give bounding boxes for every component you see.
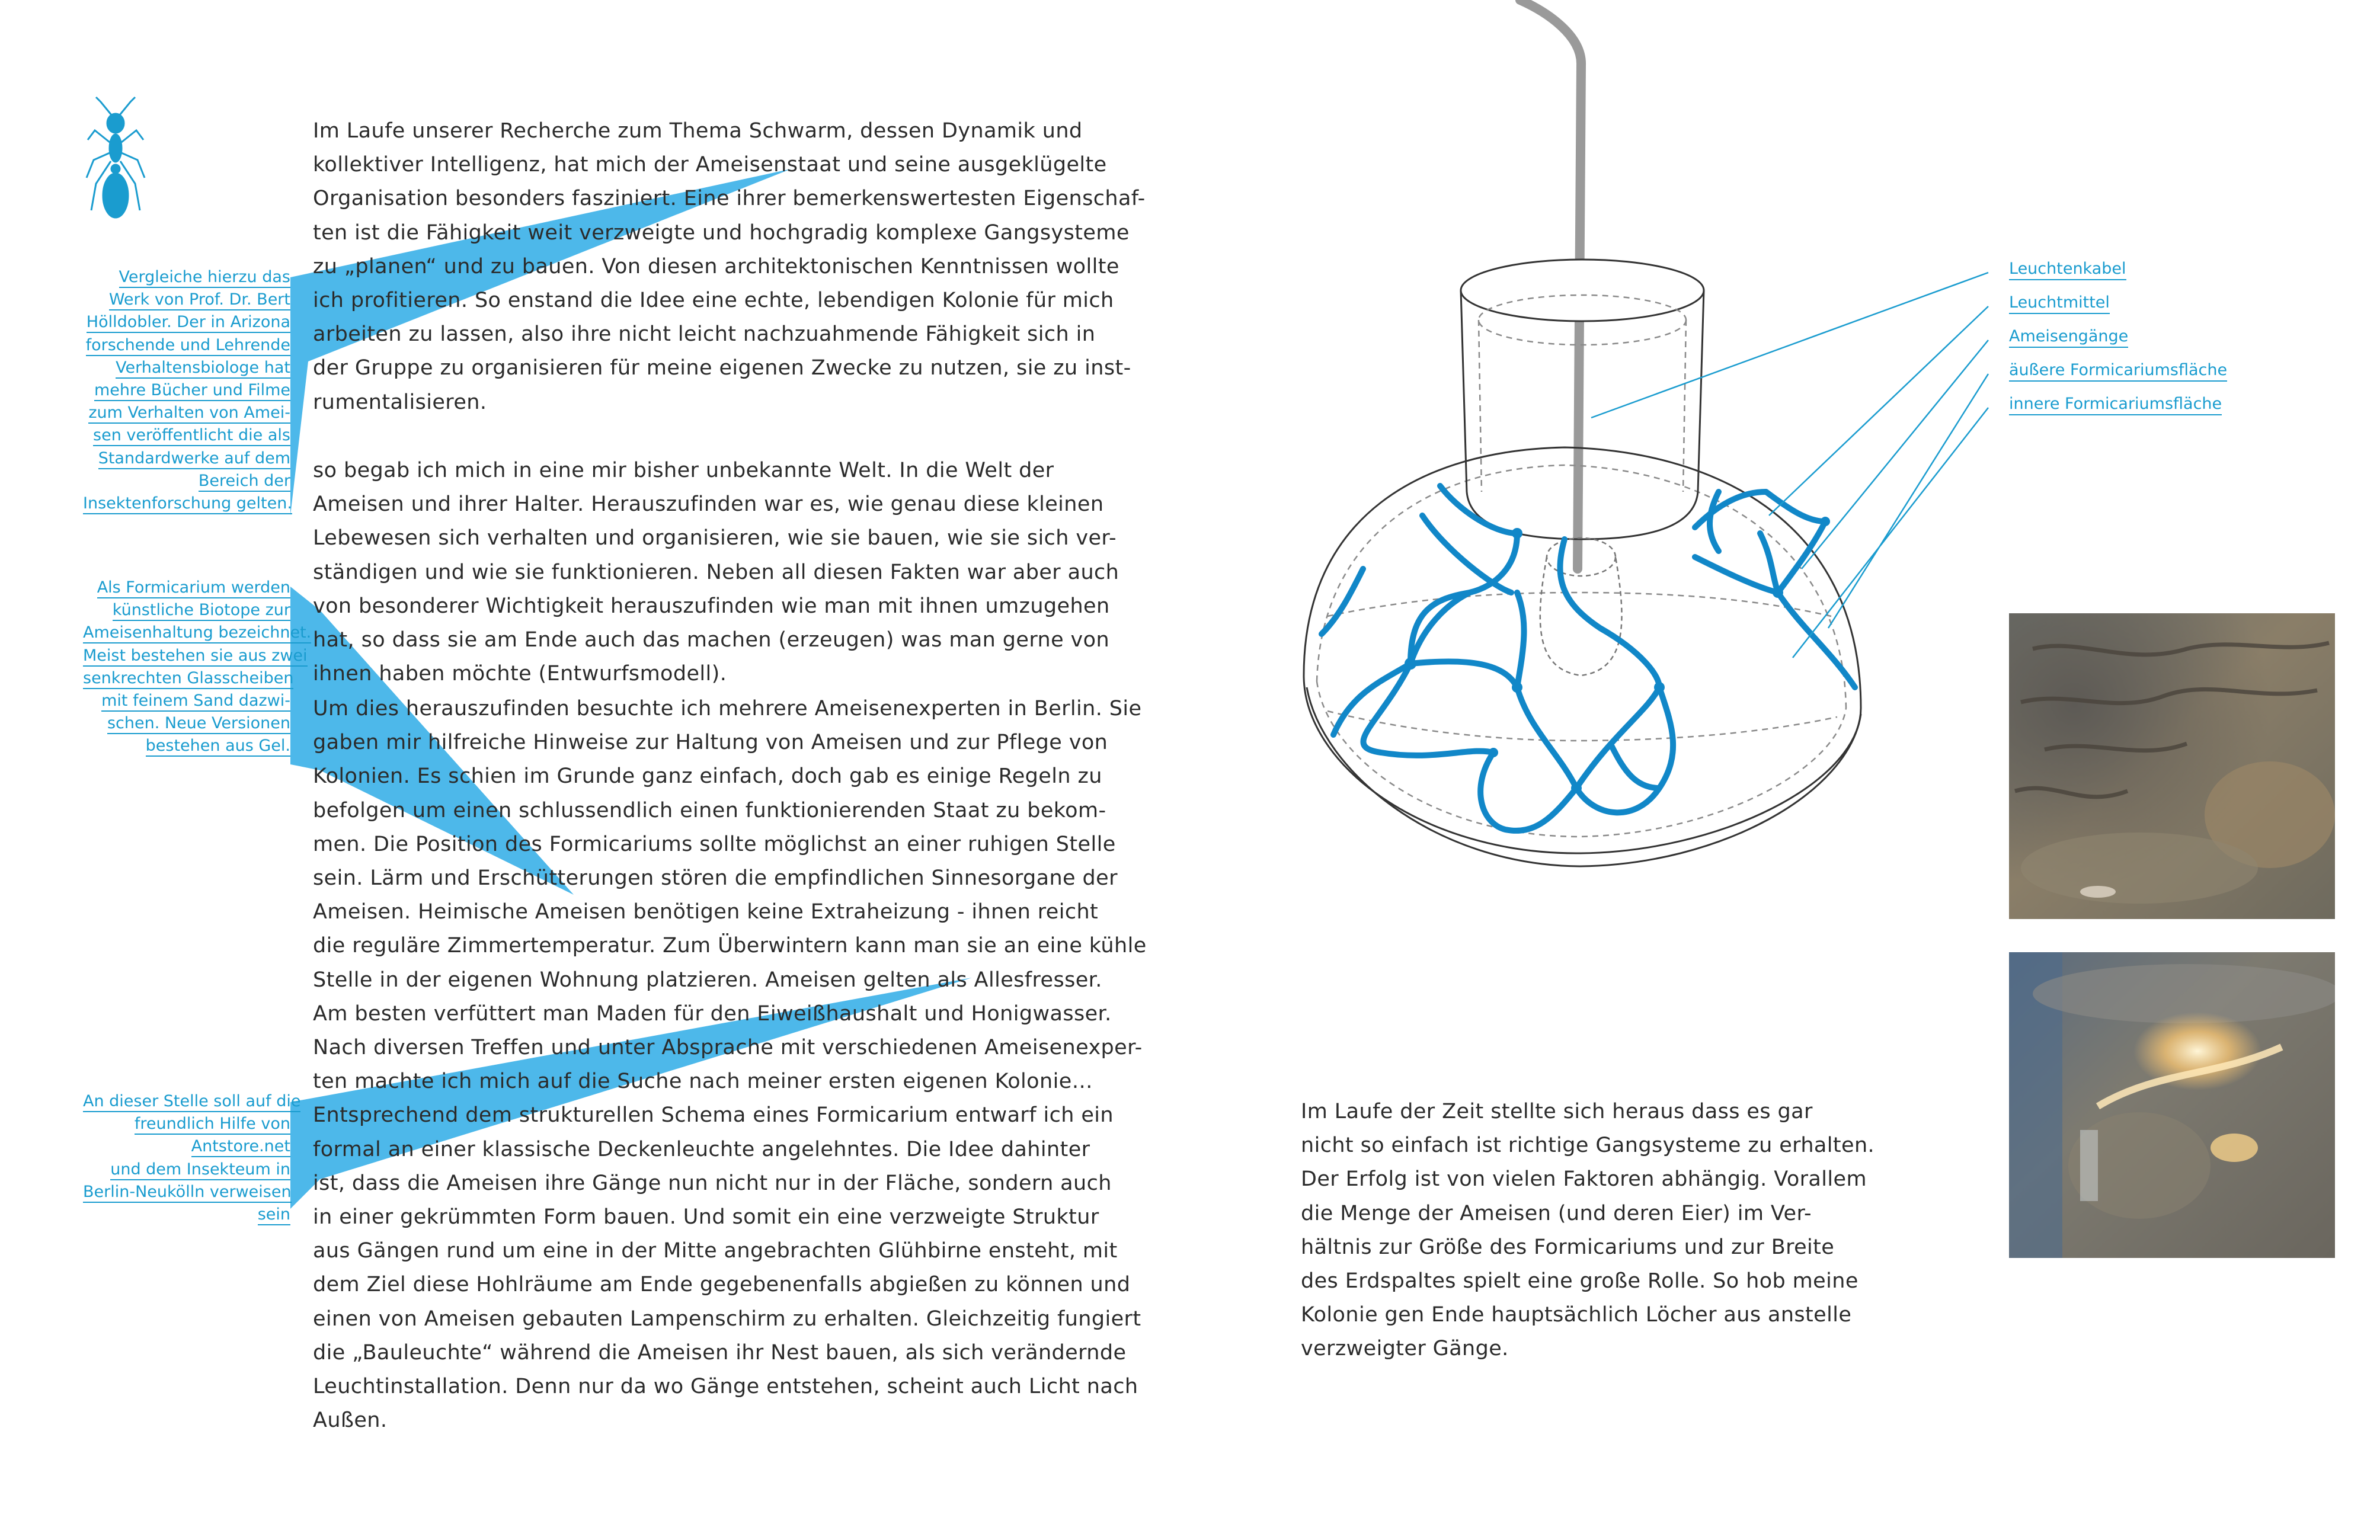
side-note-acknowledgement <box>83 1090 301 1226</box>
main-paragraph-2 <box>313 454 1119 691</box>
text-line: gaben mir hilfreiche Hinweise zur Haltung von Ameisen und zur Pflege von <box>313 731 1108 755</box>
text-line: der Gruppe zu organisieren für meine eigenen Zwecke zu nutzen, sie zu inst- <box>313 356 1131 380</box>
side-note-line: Bereich der <box>199 472 290 492</box>
ant-tunnels <box>1322 486 1855 831</box>
label-cable: Leuchtenkabel <box>2009 259 2126 280</box>
text-line: sein. Lärm und Erschütterungen stören die empfindlichen Sinnesorgane der <box>313 866 1118 891</box>
text-line: so begab ich mich in eine mir bisher unbekannte Welt. In die Welt der <box>313 459 1054 482</box>
side-note-line: senkrechten Glasscheiben <box>83 669 293 689</box>
text-line: aus Gängen rund um eine in der Mitte angebrachten Glühbirne ensteht, mit <box>313 1239 1118 1263</box>
side-note-line: zum Verhalten von Amei- <box>88 404 290 424</box>
text-line: Organisation besonders fasziniert. Eine ihrer bemerkenswertesten Eigenschaf- <box>313 187 1146 211</box>
text-line: dem Ziel diese Hohlräume am Ende gegebenenfalls abgießen zu können und <box>313 1273 1131 1297</box>
side-note-line: sen veröffentlicht die als <box>93 426 290 446</box>
text-line: ihnen haben möchte (Entwurfsmodell). <box>313 662 727 686</box>
right-paragraph <box>1301 1095 1875 1366</box>
side-note-line: Antstore.net <box>191 1137 290 1157</box>
text-line: zu „planen“ und zu bauen. Von diesen architektonischen Kenntnissen wollte <box>313 254 1119 278</box>
label-bulb: Leuchtmittel <box>2009 293 2110 314</box>
text-line: die „Bauleuchte“ während die Ameisen ihr Nest bauen, als sich verändernde <box>313 1340 1127 1365</box>
side-note-line: mit feinem Sand dazwi- <box>101 691 290 712</box>
side-note-hoelldobler <box>83 266 290 515</box>
side-note-line: schen. Neue Versionen <box>107 714 290 734</box>
side-note-line: Vergleiche hierzu das <box>119 268 290 288</box>
text-line: Ameisen und ihrer Halter. Herauszufinden war es, wie genau diese kleinen <box>313 492 1104 517</box>
side-note-line: Verhaltensbiologe hat <box>116 358 290 379</box>
text-line: einen von Ameisen gebauten Lampenschirm zu erhalten. Gleichzeitig fungiert <box>313 1307 1141 1331</box>
text-line: von besonderer Wichtigkeit herauszufinden wie man mit ihnen umzugehen <box>313 594 1110 618</box>
side-note-line: freundlich Hilfe von <box>135 1115 290 1135</box>
side-note-line: Werk von Prof. Dr. Bert <box>109 290 290 310</box>
text-line: Nach diversen Treffen und unter Absprache mit verschiedenen Ameisenexper- <box>313 1036 1143 1060</box>
text-line: Am besten verfüttert man Maden für den Eiweißhaushalt und Honigwasser. <box>313 1001 1112 1026</box>
text-line: des Erdspaltes spielt eine große Rolle. So hob meine <box>1301 1269 1858 1294</box>
text-line: kollektiver Intelligenz, hat mich der Ameisenstaat und seine ausgeklügelte <box>313 153 1107 177</box>
side-note-line: Standardwerke auf dem <box>98 449 290 469</box>
text-line: men. Die Position des Formicariums sollte möglichst an einer ruhigen Stelle <box>313 832 1116 856</box>
text-line: Kolonien. Es schien im Grunde ganz einfach, doch gab es einige Regeln zu <box>313 764 1102 789</box>
text-line: in einer gekrümmten Form bauen. Und somit ein eine verzweigte Struktur <box>313 1205 1099 1230</box>
text-line: Ameisen. Heimische Ameisen benötigen keine Extraheizung - ihnen reicht <box>313 900 1099 924</box>
side-note-line: bestehen aus Gel. <box>146 737 290 757</box>
text-line: die Menge der Ameisen (und deren Eier) im Ver- <box>1301 1201 1812 1225</box>
main-paragraph-3 <box>313 692 1147 1437</box>
text-line: Im Laufe der Zeit stellte sich heraus dass es gar <box>1301 1100 1813 1123</box>
side-note-line: Insektenforschung gelten. <box>83 494 292 514</box>
side-note-line: sein <box>258 1205 290 1225</box>
side-note-line: An dieser Stelle soll auf die <box>83 1092 300 1112</box>
side-note-line: künstliche Biotope zur <box>113 601 290 621</box>
side-note-line: und dem Insekteum in <box>110 1160 290 1180</box>
photo-sand-tunnels <box>2009 613 2335 919</box>
label-tunnels: Ameisengänge <box>2009 326 2128 348</box>
text-line: rumentalisieren. <box>313 390 487 414</box>
text-line: Der Erfolg ist von vielen Faktoren abhängig. Vorallem <box>1301 1167 1867 1192</box>
text-line: ist, dass die Ameisen ihre Gänge nun nicht nur in der Fläche, sondern auch <box>313 1171 1112 1195</box>
text-line: ten ist die Fähigkeit weit verzweigte und hochgradig komplexe Gangsysteme <box>313 220 1130 245</box>
text-line: ten machte ich mich auf die Suche nach meiner ersten eigenen Kolonie… <box>313 1070 1093 1094</box>
side-note-line: Berlin-Neukölln verweisen <box>83 1183 292 1203</box>
label-outer-surface: äußere Formicariumsfläche <box>2009 360 2227 382</box>
text-line: Außen. <box>313 1408 388 1433</box>
main-paragraph-1 <box>313 114 1146 420</box>
side-note-line: Hölldobler. Der in Arizona <box>87 313 290 333</box>
text-line: verzweigter Gänge. <box>1301 1337 1509 1361</box>
text-line: formal an einer klassische Deckenleuchte angelehntes. Die Idee dahinter <box>313 1137 1090 1161</box>
text-line: Entsprechend dem strukturellen Schema eines Formicarium entwarf ich ein <box>313 1103 1114 1128</box>
text-line: hältnis zur Größe des Formicariums und zur Breite <box>1301 1235 1835 1259</box>
text-line: Lebewesen sich verhalten und organisieren, wie sie bauen, wie sie sich ver- <box>313 526 1117 550</box>
side-note-line: Meist bestehen sie aus zwei <box>83 646 308 667</box>
text-line: hat, so dass sie am Ende auch das machen (erzeugen) was man gerne von <box>313 628 1110 652</box>
text-line: Im Laufe unserer Recherche zum Thema Schwarm, dessen Dynamik und <box>313 119 1083 143</box>
leader-lines <box>1591 273 1988 658</box>
text-line: nicht so einfach ist richtige Gangsysteme zu erhalten. <box>1301 1134 1875 1158</box>
side-note-line: mehre Bücher und Filme <box>94 381 290 401</box>
side-note-line: Ameisenhaltung bezeichnet. <box>83 623 311 643</box>
text-line: Stelle in der eigenen Wohnung platzieren. Ameisen gelten als Allesfresser. <box>313 968 1102 992</box>
text-line: die reguläre Zimmertemperatur. Zum Überwintern kann man sie an eine kühle <box>313 934 1147 958</box>
text-line: Um dies herauszufinden besuchte ich mehrere Ameisenexperten in Berlin. Sie <box>313 697 1142 721</box>
side-note-formicarium <box>83 577 312 758</box>
text-line: Kolonie gen Ende hauptsächlich Löcher aus anstelle <box>1301 1303 1852 1327</box>
text-line: arbeiten zu lassen, also ihre nicht leicht nachzuahmende Fähigkeit sich in <box>313 322 1096 347</box>
label-inner-surface: innere Formicariumsfläche <box>2009 394 2222 415</box>
side-note-line: forschende und Lehrende <box>86 336 290 356</box>
side-note-line: Als Formicarium werden <box>97 578 290 598</box>
text-line: befolgen um einen schlussendlich einen funktionierenden Staat zu bekom- <box>313 798 1106 822</box>
text-line: Leuchtinstallation. Denn nur da wo Gänge entstehen, scheint auch Licht nach <box>313 1375 1138 1399</box>
text-line: ich profitieren. So enstand die Idee eine echte, lebendigen Kolonie für mich <box>313 289 1114 313</box>
photo-illuminated-formicarium <box>2009 952 2335 1258</box>
text-line: ständigen und wie sie funktionieren. Neben all diesen Fakten war aber auch <box>313 560 1119 584</box>
